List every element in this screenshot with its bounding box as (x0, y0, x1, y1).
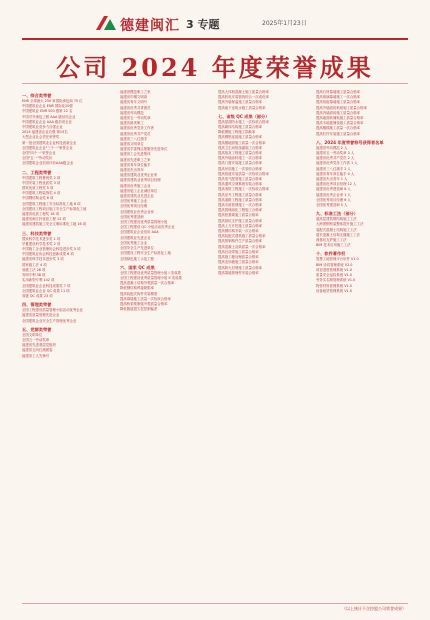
honor-item: 发明专利 38 项 (22, 273, 46, 278)
honor-item: 中国施工企业管理协会科技进步奖 5 项 (22, 247, 81, 252)
honor-item: BIM 协同管理系统 V2.0 (316, 262, 353, 267)
issue-date: 2025年1月23日 (262, 20, 307, 27)
honor-item: 质量安全巡检系统 V1.0 (316, 273, 352, 278)
honor-item: 福建省质量管理先进企业 (22, 313, 60, 318)
section-heading: 六、国家 QC 成果 (120, 264, 155, 270)
honor-item: 提高基坑支护施工质量合格率 (218, 218, 263, 223)
honor-item: 实用新型专利 142 项 (22, 278, 55, 283)
section-heading: 五、党群类荣誉 (22, 326, 52, 332)
honor-item: 提高钢筋连接施工质量合格率 (218, 135, 263, 140)
honor-item: 提高砌体结构施工质量合格率 (218, 125, 263, 130)
honor-item: 提高预制构件生产质量合格率 (218, 239, 263, 244)
footer-note: （以上统计不含控股公司荣誉成果） (342, 606, 406, 611)
honor-item: 福建省巾帼文明岗 (120, 95, 148, 100)
honor-item: 福建省工人先锋号 (22, 353, 50, 358)
honor-item: 提高栏杆安装施工质量合格率 (316, 131, 361, 136)
honor-item: 中国建筑业企业 AAA 级信用企业 (22, 119, 72, 124)
honor-item: 提高道路工程施工质量合格率 (218, 197, 263, 202)
footer-divider (22, 603, 408, 604)
honor-item: 提高卫生间防渗漏施工合格率 (218, 145, 263, 150)
honor-item: 提高石材幕墙施工质量合格率 (316, 90, 361, 94)
honor-item: 提高楼梯施工质量一次合格率 (316, 126, 361, 131)
section-heading: 九、标准工法（部分） (316, 211, 358, 217)
honor-item: 提高施工缝处理质量合格率 (218, 255, 259, 260)
honor-item: 福建省建筑业先进企业 (120, 194, 154, 199)
honor-item: 超长混凝土结构无缝施工工法 (316, 232, 361, 237)
article-columns (22, 90, 408, 600)
honor-item: 全国优秀施工企业 (120, 240, 148, 245)
honor-item: 全国安全生产先进单位 (120, 246, 154, 251)
honor-item: 全国文明单位 (22, 332, 43, 337)
honor-item: 提高装配式构件安装精度 (120, 291, 158, 296)
honor-item: 国家级工法 4 项 (22, 262, 47, 267)
honor-item: 省级工法 26 项 (22, 267, 46, 272)
honor-item: 福建省优秀共产党员 (120, 131, 151, 136)
honor-item: 项目进度管理系统 V1.0 (316, 267, 352, 272)
honor-item: 提高机电安装管线综合一次成优率 (218, 95, 269, 100)
honor-item: 提高室外工程施工质量合格率 (218, 192, 263, 197)
honor-item: 提高桥梁预制梁外观质量合格率 (120, 301, 168, 306)
honor-item: 福建省优秀施工企业 (120, 183, 151, 188)
honor-item: 第一批全国建筑业企业科技创新企业 (22, 140, 77, 145)
honor-item: 全国五一劳动奖章 (22, 337, 50, 342)
honor-item: 福建省青年岗位能手 (120, 162, 151, 167)
honor-item: 提高钢结构安装一次合格率 (218, 229, 259, 234)
honor-item: 福建省先进职工之家 (120, 157, 151, 162)
honor-item: 深基坑支护施工工法 (316, 238, 347, 243)
honor-item: 提高土方开挖施工质量合格率 (218, 223, 263, 228)
honor-item: 提高园林绿化工程施工合格率 (218, 208, 263, 213)
honor-item: 提高铝板幕墙施工质量合格率 (316, 100, 361, 105)
honor-item: 全国优秀施工企业 (120, 199, 148, 204)
honor-item: 提高混凝土浇筑质量一次合格率 (218, 244, 266, 249)
honor-item: 全国建筑业企业信用 AAA (120, 230, 159, 235)
honor-item: 福建省建筑施工安全文明标准化工地 16 项 (22, 222, 87, 227)
honor-item: 全国建筑企业安全生产管理优秀企业 (22, 318, 77, 323)
honor-item: 全国建筑工程施工安全标准化工地 8 项 (22, 201, 81, 206)
honor-item: 降低隧道超欠挖控制偏差 (120, 307, 158, 312)
honor-item: 提高幕墙预埋件安装合格率 (218, 270, 259, 275)
honor-item: 提高吊顶施工一次验收合格率 (218, 166, 263, 171)
honor-item: BIM 技术应用施工工法 (316, 243, 351, 248)
honor-item: 福建省建筑业优秀企业家 (120, 173, 158, 178)
honor-item: 国家优质工程奖 5 项 (22, 186, 54, 191)
honor-item: 提高地下室防水施工质量合格率 (218, 105, 266, 110)
honor-item: 提高后浇带施工质量合格率 (218, 249, 259, 254)
section-heading: 一、综合类荣誉 (22, 93, 52, 98)
honor-item: 提高幕墙施工质量一次验收合格率 (120, 296, 171, 301)
honor-item: 提高外墙面砖粘贴施工质量合格率 (316, 105, 367, 110)
honor-item: 提高混凝土结构外观质量一次合格率 (120, 281, 175, 286)
honor-item: 提高市政管网施工一次合格率 (218, 203, 263, 208)
honor-item: 中国建筑工程装饰奖 4 项 (22, 191, 61, 196)
article-column (218, 90, 310, 600)
article-column (22, 90, 114, 600)
issue-label: 3 专题 (186, 18, 220, 31)
honor-item: 全国优秀建造师 5 人 (316, 203, 348, 208)
honor-item: 中国安装工程优质奖 3 项 (22, 180, 61, 185)
honor-item: 提高外墙涂料施工一次合格率 (218, 156, 263, 161)
honor-item: 全国优秀建造师 (120, 214, 144, 219)
honor-item: 福建省优秀共青团员 (120, 105, 151, 110)
honor-item: 福建省三八红旗手 (120, 136, 148, 141)
honor-item: 福建省施工企业诚信单位 (120, 188, 158, 193)
honor-item: 全国建筑业企业科技成果奖 7 项 (22, 283, 71, 288)
honor-item: 提高门窗安装施工质量合格率 (218, 161, 263, 166)
header-divider (22, 38, 408, 40)
honor-item: 提高大体积混凝土施工质量合格率 (218, 90, 269, 94)
honor-item: 福建省优质工程奖 18 项 (22, 212, 59, 217)
honor-item: 智慧工地管理平台软件 V1.0 (316, 257, 359, 262)
honor-item: 福建省优秀党务工作者 1 人 (316, 161, 358, 166)
honor-item: 福建省五四红旗团委 (22, 348, 53, 353)
honor-item: 全国建设工程安全生产标准化工地 (120, 251, 171, 256)
honor-item: 全国建筑业优秀企业家 (120, 209, 154, 214)
honor-item: 福建省最美职工 (120, 121, 144, 126)
honor-item: 提高玻璃幕墙施工一次合格率 (316, 95, 361, 100)
honor-item: 提高抹灰工程施工质量合格率 (218, 151, 263, 156)
honor-item: 超高层建筑钢结构施工工法 (316, 217, 357, 222)
honor-item: 全国优秀项目经理 6 人 (316, 197, 351, 202)
honor-item: 提高外墙保温施工质量合格率 (218, 100, 263, 105)
honor-item: 国家科学技术进步奖 1 项 (22, 236, 61, 241)
title-divider (22, 83, 408, 84)
honor-item: 全国"四个一"荣誉企业 (22, 151, 56, 156)
honor-item: 福建省青年文明号 (120, 100, 148, 105)
honor-item: 提高通风空调系统安装合格率 (218, 182, 263, 187)
honor-item: 提高管道安装质量一次验收合格率 (218, 171, 269, 176)
honor-item: 提高电气配管施工质量合格率 (218, 177, 263, 182)
honor-item: 福建省劳动模范 (120, 110, 144, 115)
article-column (120, 90, 212, 600)
section-heading: 七、省级 QC 成果（部分） (218, 113, 270, 119)
honor-item: 提高地面砖铺贴施工质量合格率 (316, 116, 364, 121)
masthead (0, 0, 430, 40)
honor-item: 中国建筑工程鲁班奖 2 项 (22, 175, 61, 180)
honor-item: 物资材料管理系统 V1.0 (316, 283, 352, 288)
honor-item: 福建省闽江杯优质工程 12 项 (22, 217, 66, 222)
page-title: 公司 2024 年度荣誉成果 (56, 53, 374, 82)
honor-item: 提高装配式建筑施工质量合格率 (218, 234, 266, 239)
honor-item: 福建省青年岗位能手 4 人 (316, 171, 355, 176)
honor-item: 中国建筑业竞争力百强企业 (22, 125, 63, 130)
honor-item: 提高防火封堵施工质量合格率 (218, 265, 263, 270)
section-heading: 二、工程类荣誉 (22, 169, 52, 175)
honor-item: 福建省科学技术进步奖 3 项 (22, 257, 64, 262)
honor-item: 中国对外承包工程 AAA 级信用企业 (22, 114, 76, 119)
honor-item: 福建省优秀共产党员 2 人 (316, 156, 355, 161)
honor-item: 全国工程建设 QC 小组活动优秀企业 (120, 225, 175, 230)
honor-item: 大跨度钢桁架整体提升施工工法 (316, 222, 364, 227)
honor-item: 华夏建设科学技术奖 2 项 (22, 241, 61, 246)
honor-item: 福建省建筑业优秀项目经理 (120, 178, 161, 183)
honor-item: 福建省先进基层党组织 (22, 343, 56, 348)
section-heading: 八、2024 年度荣誉称号获得者名单 (316, 139, 384, 145)
honor-item: 设备租赁管理系统 V1.0 (316, 288, 352, 293)
honor-item: 福建省工会先进集体 (120, 152, 151, 157)
honor-item: 全国绿色施工示范工程 (120, 256, 154, 261)
honor-item: 福建省优秀党务工作者 (120, 126, 154, 131)
honor-item: 中国钢结构金奖 6 项 (22, 196, 54, 201)
honor-item: 福建省优秀建造师 8 人 (316, 187, 351, 192)
honor-item: 福建省优秀项目经理 12 人 (316, 182, 357, 187)
honor-item: 提高屋面防水施工一次验收合格率 (218, 119, 269, 124)
honor-item: 提高变形缝施工质量合格率 (218, 260, 259, 265)
honor-item: 福建省学雷锋志愿服务先进单位 (120, 147, 168, 152)
honor-item: 福建省杰出青年 (120, 168, 144, 173)
honor-item: 全国工程建设优秀质量管理小组 I 类成果 (120, 270, 181, 275)
honor-item: ENR 全球最大 250 家国际承包商 70 位 (22, 99, 83, 103)
honor-item: 中国建筑业协会科技创新成果 6 项 (22, 252, 74, 257)
section-heading: 十、软件著作权 (316, 251, 346, 257)
honor-item: 全国建筑业企业 QC 成果 11 项 (22, 288, 70, 293)
honor-item: 全国建筑企业信用评价AAA级企业 (22, 161, 74, 166)
honor-item: 全国建设工程项目施工安全生产标准化工地 (22, 206, 87, 211)
honor-item: 提高楼地面施工质量一次合格率 (218, 140, 266, 145)
honor-item: 降低钢结构焊接缺陷率 (120, 286, 154, 291)
honor-item: 提高消防工程施工一次验收合格率 (218, 187, 269, 192)
honor-item: 全国工程建设质量管理小组活动优秀企业 (22, 308, 84, 313)
honor-item: 福建省文明单位 (120, 142, 144, 147)
honor-item: 全国建筑业企业"三个一"荣誉企业 (22, 145, 73, 150)
honor-item: 福建省优秀企业家 1 人 (316, 192, 351, 197)
article-column (316, 90, 408, 600)
honor-item: 中国建筑业 ENR 500 强第 22 名 (22, 109, 73, 114)
honor-item: 提高桩基础施工质量合格率 (218, 213, 259, 218)
honor-item: 提高木地板铺设施工质量合格率 (316, 121, 364, 126)
honor-item: 福建省五一劳动奖章 (120, 116, 151, 121)
honor-item: 全国优秀项目经理 (120, 204, 148, 209)
brand-name: 德建闽汇 (120, 18, 180, 34)
honor-item: 全国建筑业先进企业 (120, 235, 151, 240)
honor-item: 劳务实名制管理系统 V1.0 (316, 278, 356, 283)
honor-item: 福建省杰出青年 1 人 (316, 177, 348, 182)
honor-item: 省级 QC 成果 23 项 (22, 293, 53, 298)
section-heading: 三、科技类荣誉 (22, 230, 52, 236)
company-logo-icon (96, 16, 118, 30)
honor-item: 2024 福建省企业百强 第15名 (22, 130, 68, 135)
section-heading: 四、管理类荣誉 (22, 302, 52, 308)
honor-item: 全国工程建设优秀质量管理小组 II 类成果 (120, 275, 182, 280)
honor-item: 福建省三八红旗手 2 人 (316, 166, 351, 171)
honor-item: 提高内墙面砖施工质量合格率 (316, 110, 361, 115)
honor-item: 降低模板工程施工损耗率 (218, 130, 256, 135)
honor-item: 福建省模范职工之家 (120, 90, 151, 94)
honor-item: 福建省劳动模范 2 人 (316, 145, 348, 150)
honor-item: 全国"五一"劳动奖状 (22, 156, 53, 161)
honor-item: 装配式混凝土结构施工工法 (316, 227, 357, 232)
honor-item: 福建省五一劳动奖章 3 人 (316, 151, 355, 156)
honor-item: 中国建筑业企业 ENR 国际化20强 (22, 104, 73, 109)
honor-item: 大型企业社会责任荣誉奖 (22, 135, 60, 140)
honor-item: 全国工程建设优秀质量管理小组 (120, 220, 168, 225)
